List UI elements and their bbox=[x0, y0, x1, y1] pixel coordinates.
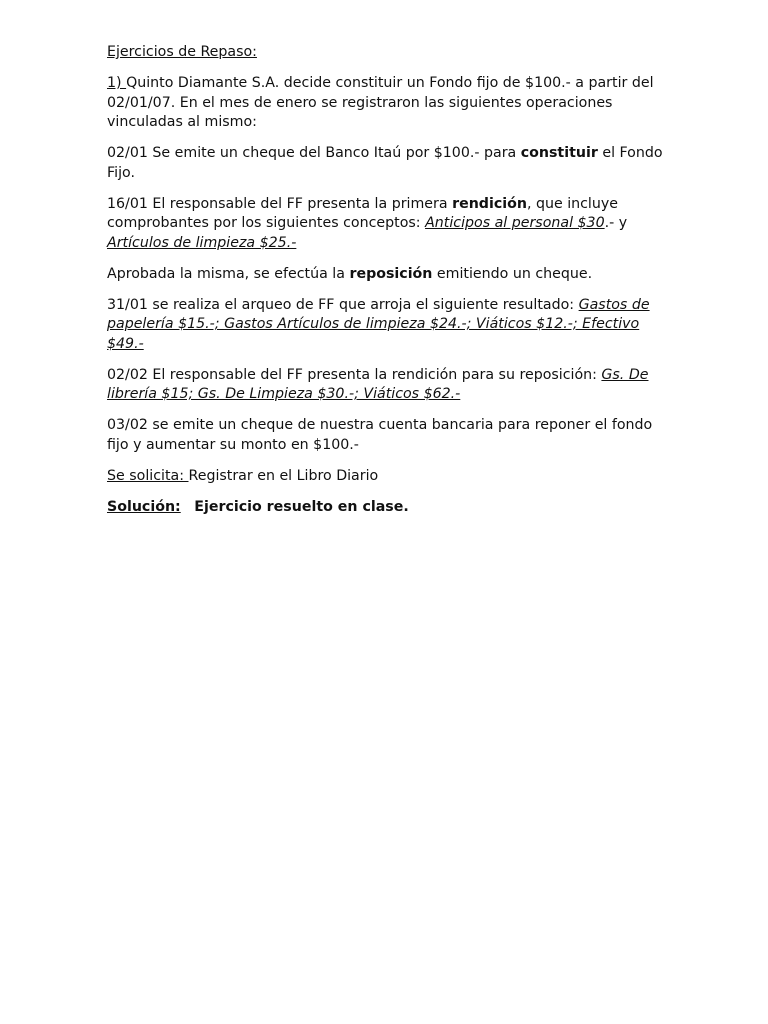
text-segment: .- y bbox=[604, 215, 628, 231]
paragraph-0202 bbox=[107, 366, 667, 405]
text-gap bbox=[181, 499, 195, 515]
text-segment: emitiendo un cheque. bbox=[432, 265, 593, 282]
text-segment: el Fondo Fijo. bbox=[107, 145, 663, 181]
arqueo-detail: Gastos de papelería $15.-; Gastos Artículos de limpieza $24.-; Viáticos $12.-; Efectivo $49.- bbox=[107, 296, 650, 352]
text-segment: 03/02 se emite un cheque de nuestra cuenta bancaria para reponer el fondo fijo y aumentar su monto en $100.- bbox=[107, 417, 653, 453]
document-title bbox=[107, 43, 667, 63]
text-segment: Registrar en el Libro Diario bbox=[188, 467, 379, 484]
paragraph-0201 bbox=[107, 144, 667, 183]
concept-anticipos: Anticipos al personal $30 bbox=[425, 215, 605, 231]
bold-term: reposición bbox=[349, 265, 433, 282]
paragraph-0302 bbox=[107, 416, 667, 455]
paragraph-intro bbox=[107, 74, 667, 133]
solicita-label: Se solicita: bbox=[107, 467, 189, 484]
text-segment: , que incluye comprobantes por los siguientes conceptos: bbox=[107, 195, 618, 231]
text-segment: 02/01 Se emite un cheque del Banco Itaú por $100.- para bbox=[107, 145, 521, 161]
item-number: 1) bbox=[107, 75, 127, 91]
text-segment: 16/01 El responsable del FF presenta la primera bbox=[107, 195, 453, 212]
title-text: Ejercicios de Repaso: bbox=[107, 44, 257, 60]
solucion-text: Ejercicio resuelto en clase. bbox=[194, 498, 409, 515]
paragraph-reposicion bbox=[107, 265, 667, 285]
rendicion-detail: Gs. De librería $15; Gs. De Limpieza $30.-; Viáticos $62.- bbox=[107, 366, 649, 402]
text-segment: Aprobada la misma, se efectúa la bbox=[107, 265, 350, 282]
paragraph-3101 bbox=[107, 296, 667, 355]
solucion-label: Solución: bbox=[107, 498, 181, 515]
document-body bbox=[107, 43, 667, 529]
bold-term: constituir bbox=[520, 145, 598, 161]
paragraph-1601 bbox=[107, 195, 667, 254]
paragraph-solicita bbox=[107, 467, 667, 487]
concept-limpieza: Artículos de limpieza $25.- bbox=[107, 234, 297, 251]
text-segment: 31/01 se realiza el arqueo de FF que arroja el siguiente resultado: bbox=[107, 296, 579, 313]
intro-text: Quinto Diamante S.A. decide constituir un Fondo fijo de $100.- a partir del 02/01/07. En el mes de enero se registraron las siguientes operaciones vinculadas al mismo: bbox=[107, 75, 654, 130]
text-segment: 02/02 El responsable del FF presenta la rendición para su reposición: bbox=[107, 366, 602, 383]
bold-term: rendición bbox=[452, 195, 527, 212]
paragraph-solucion bbox=[107, 498, 667, 518]
